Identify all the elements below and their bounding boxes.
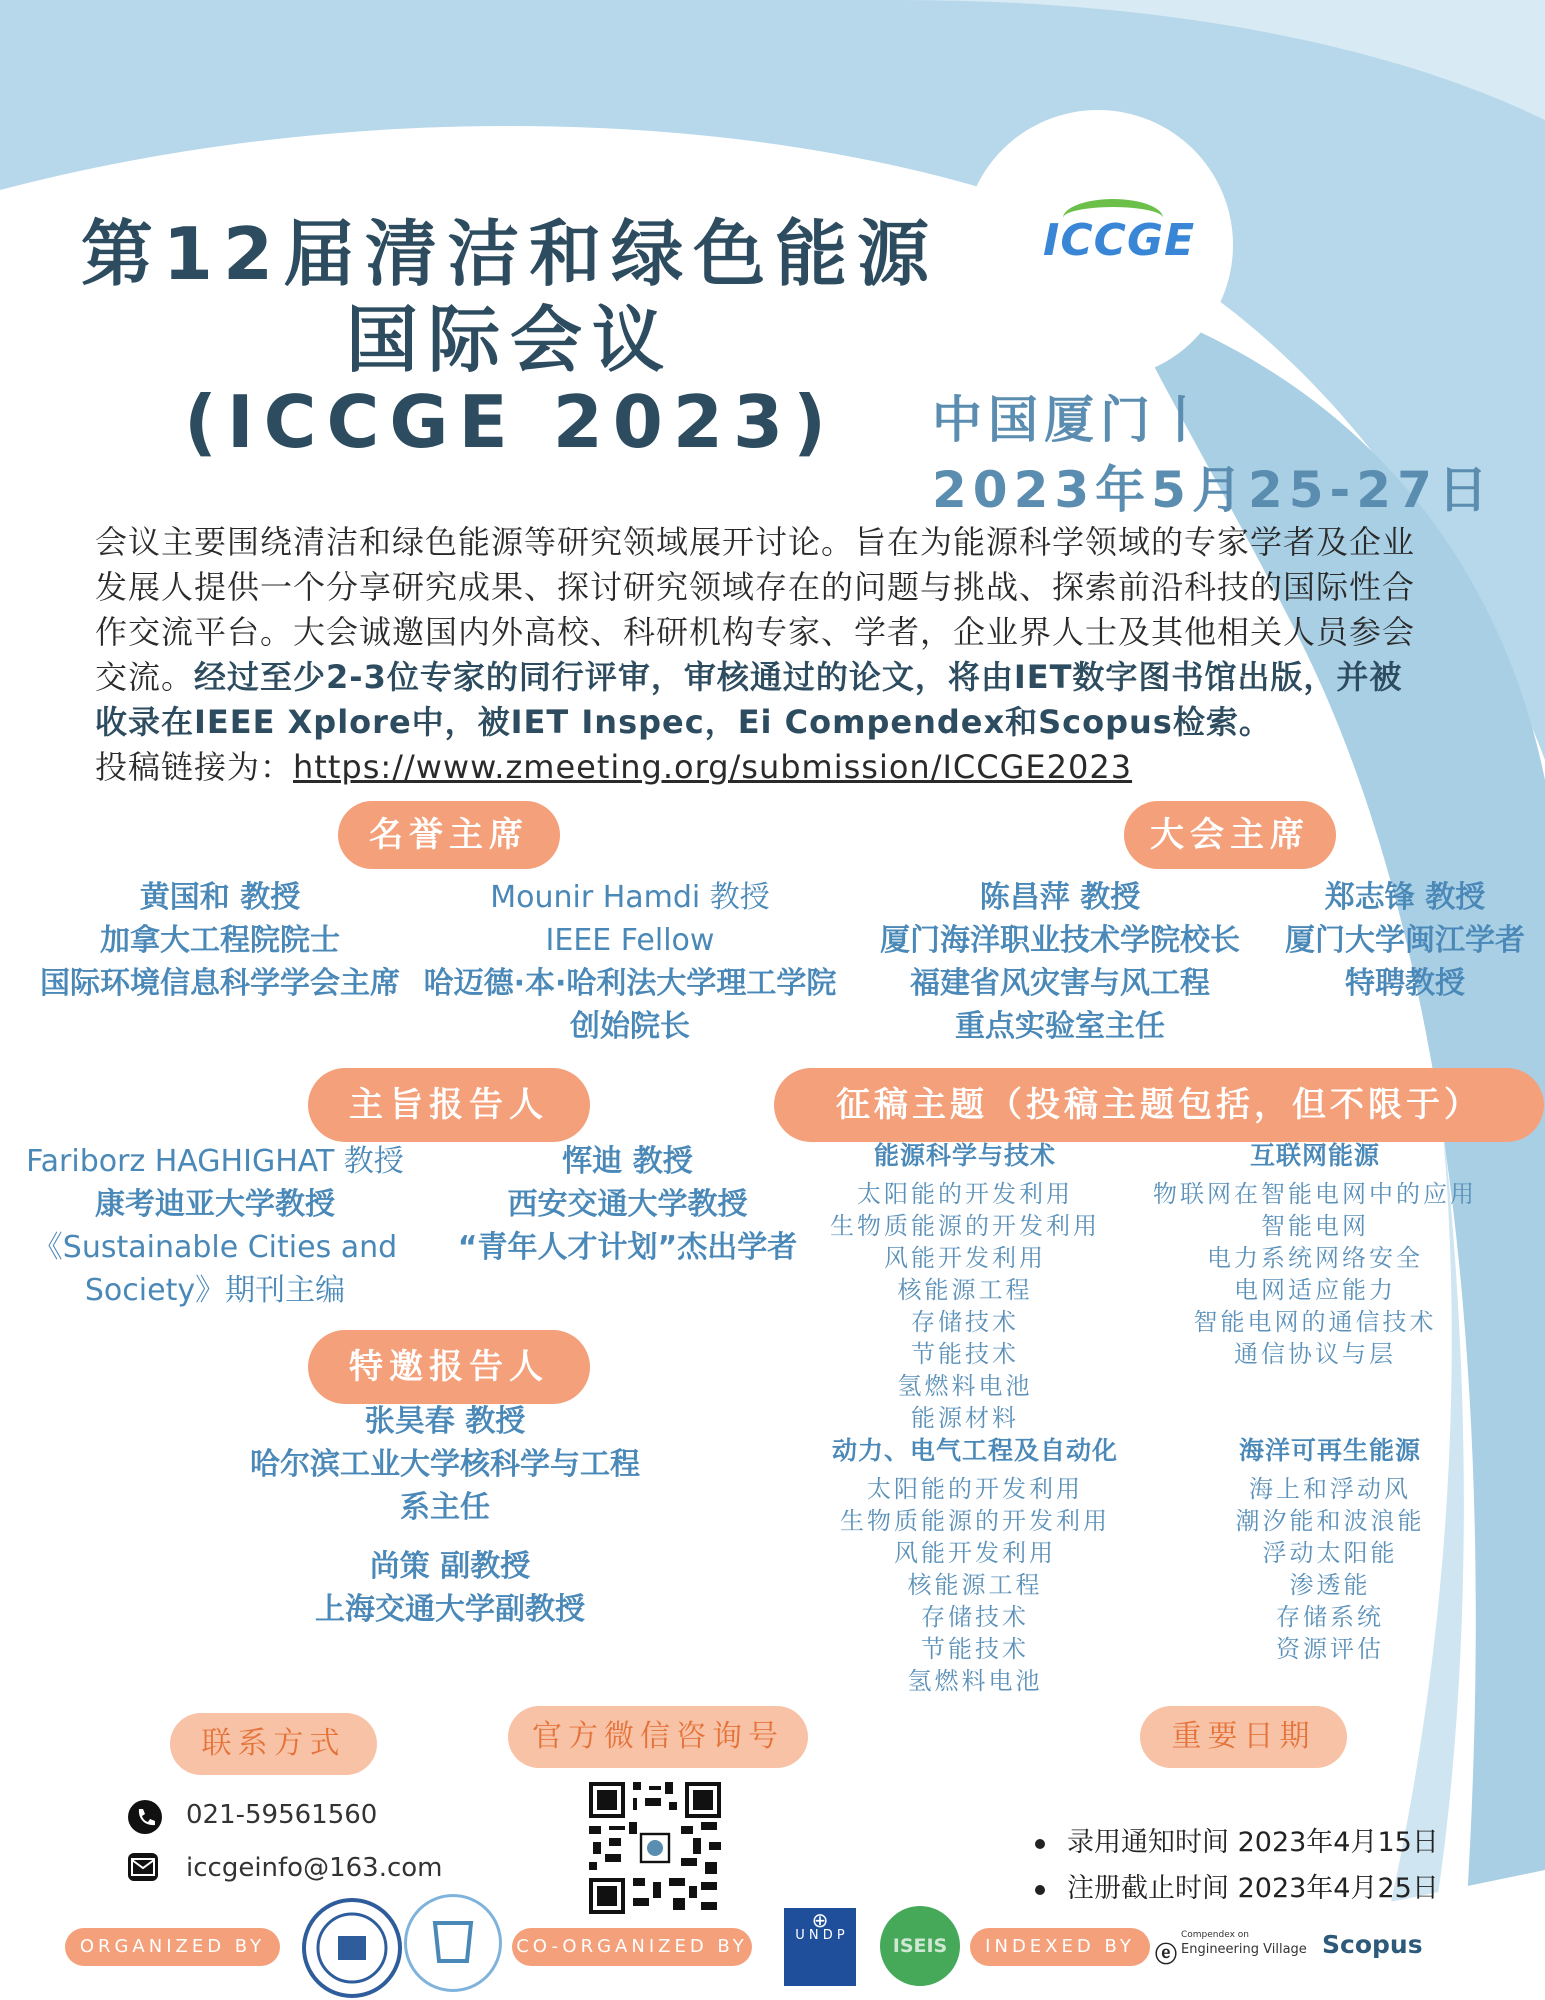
honorary-chairs-pill: 名誉主席 — [338, 801, 560, 869]
important-dates-list — [1035, 1820, 1439, 1912]
honorary-2-line3: 哈迈德·本·哈利法大学理工学院 — [423, 966, 837, 1001]
invited-speaker-1 — [200, 1400, 690, 1529]
title-line-2: 国际会议 — [345, 298, 674, 382]
topic-1-item: 核能源工程 — [897, 1276, 1033, 1304]
topic-2-item: 物联网在智能电网中的应用 — [1153, 1180, 1477, 1208]
keynote-1-name: Fariborz HAGHIGHAT 教授 — [26, 1144, 404, 1179]
dates-pill: 重要日期 — [1140, 1706, 1347, 1768]
topic-2-item: 通信协议与层 — [1234, 1340, 1396, 1368]
topic-1-item: 生物质能源的开发利用 — [830, 1212, 1100, 1240]
topic-power-electrical — [820, 1435, 1130, 1697]
topic-1-item: 风能开发利用 — [884, 1244, 1046, 1272]
keynote-2-line3: “青年人才计划”杰出学者 — [457, 1230, 798, 1265]
general-1-line4: 重点实验室主任 — [955, 1009, 1165, 1044]
topic-2-item: 电力系统网络安全 — [1207, 1244, 1423, 1272]
topic-2-item: 电网适应能力 — [1234, 1276, 1396, 1304]
topic-4-item: 海上和浮动风 — [1249, 1475, 1411, 1503]
contact-pill: 联系方式 — [170, 1713, 377, 1775]
topic-4-item: 潮汐能和波浪能 — [1235, 1507, 1425, 1535]
honorary-chair-1 — [20, 876, 420, 1005]
honorary-chair-2 — [410, 876, 850, 1048]
keynote-1-line2: 康考迪亚大学教授 — [95, 1187, 335, 1222]
invited-1-line3: 系主任 — [400, 1490, 490, 1525]
compendex-logo: ⓔ Compendex on Engineering Village — [1155, 1930, 1307, 1968]
intro-text: 会议主要围绕清洁和绿色能源等研究领域展开讨论。旨在为能源科学领域的专家学者及企业发展人提供一个分享研究成果、探讨研究领域存在的问题与挑战、探索前沿科技的国际性合作交流平台。大会诚邀国内外高校、科研机构专家、学者，企业界人士及其他相关人员参会交流。 — [95, 523, 1416, 696]
keynote-2-line2: 西安交通大学教授 — [507, 1187, 748, 1222]
topic-1-item: 能源材料 — [911, 1404, 1019, 1432]
co-organized-by-pill: CO-ORGANIZED BY — [512, 1928, 752, 1966]
topic-2-item: 智能电网 — [1261, 1212, 1369, 1240]
invited-2-line2: 上海交通大学副教授 — [315, 1592, 585, 1627]
topic-3-item: 风能开发利用 — [894, 1539, 1056, 1567]
email-icon — [128, 1853, 158, 1881]
honorary-2-name: Mounir Hamdi 教授 — [490, 880, 770, 915]
keynote-1-line3: 《Sustainable Cities and — [32, 1230, 398, 1265]
title-line-3: (ICCGE 2023) — [183, 380, 837, 464]
venue-date: 2023年5月25-27日 — [932, 461, 1494, 519]
topic-ocean-renewable — [1190, 1435, 1470, 1665]
invited-1-name: 张昊春 教授 — [364, 1404, 526, 1439]
wechat-qr-code[interactable] — [585, 1778, 725, 1918]
honorary-1-name: 黄国和 教授 — [139, 880, 301, 915]
link-label: 投稿链接为： — [95, 748, 294, 786]
keynote-1-line4: Society》期刊主编 — [84, 1273, 346, 1308]
topic-3-item: 生物质能源的开发利用 — [840, 1507, 1110, 1535]
keynote-pill: 主旨报告人 — [308, 1068, 590, 1142]
iseis-logo: ISEIS — [880, 1906, 960, 1986]
topic-3-heading: 动力、电气工程及自动化 — [831, 1436, 1118, 1465]
general-2-line2: 厦门大学闽江学者 — [1285, 923, 1525, 958]
iccge-logo: ICCGE — [1043, 215, 1195, 266]
topic-4-heading: 海洋可再生能源 — [1238, 1436, 1421, 1465]
submission-link[interactable]: https://www.zmeeting.org/submission/ICCGE2023 — [293, 748, 1133, 786]
title-line-1: 第12届清洁和绿色能源 — [80, 212, 940, 296]
honorary-1-line3: 国际环境信息科学学会主席 — [40, 966, 400, 1001]
phone-icon — [128, 1800, 162, 1834]
invited-speaker-2 — [250, 1545, 650, 1631]
general-chairs-pill: 大会主席 — [1124, 801, 1336, 869]
topic-1-heading: 能源科学与技术 — [873, 1141, 1056, 1170]
general-1-line3: 福建省风灾害与风工程 — [910, 966, 1210, 1001]
topic-3-item: 氢燃料电池 — [907, 1667, 1043, 1695]
intro-bold-text: 经过至少2-3位专家的同行评审，审核通过的论文，将由IET数字图书馆出版，并被收录在IEEE Xplore中，被IET Inspec，Ei Compendex和Scopus检索。 — [95, 658, 1403, 741]
topic-2-item: 智能电网的通信技术 — [1193, 1308, 1437, 1336]
general-chair-2 — [1270, 876, 1540, 1005]
compendex-icon: ⓔ — [1155, 1943, 1178, 1968]
phone-number[interactable]: 021-59561560 — [186, 1800, 378, 1830]
undp-logo: ⊕ U N D P — [784, 1908, 856, 1986]
email-address[interactable]: iccgeinfo@163.com — [186, 1853, 443, 1883]
keynote-2-name: 恽迪 教授 — [562, 1144, 693, 1179]
topic-2-heading: 互联网能源 — [1249, 1141, 1380, 1170]
topic-1-item: 太阳能的开发利用 — [857, 1180, 1073, 1208]
organized-by-pill: ORGANIZED BY — [65, 1928, 280, 1966]
intro-paragraph — [95, 520, 1415, 790]
topic-1-item: 氢燃料电池 — [897, 1372, 1033, 1400]
scopus-logo: Scopus — [1322, 1930, 1423, 1959]
topic-3-item: 核能源工程 — [907, 1571, 1043, 1599]
topic-4-item: 存储系统 — [1276, 1603, 1384, 1631]
venue-location: 中国厦门丨 — [932, 391, 1212, 449]
keynote-speaker-1 — [5, 1140, 425, 1312]
general-2-name: 郑志锋 教授 — [1324, 880, 1486, 915]
university-seal-1 — [302, 1898, 402, 1998]
topic-energy-science — [820, 1140, 1110, 1434]
topic-3-item: 太阳能的开发利用 — [867, 1475, 1083, 1503]
honorary-2-line2: IEEE Fellow — [545, 923, 715, 958]
invited-1-line2: 哈尔滨工业大学核科学与工程 — [250, 1447, 640, 1482]
indexed-by-pill: INDEXED BY — [970, 1928, 1150, 1966]
topic-1-item: 节能技术 — [911, 1340, 1019, 1368]
general-2-line3: 特聘教授 — [1345, 966, 1465, 1001]
date-item: 录用通知时间 2023年4月15日 — [1035, 1820, 1439, 1866]
honorary-1-line2: 加拿大工程院院士 — [100, 923, 340, 958]
institute-seal-2 — [404, 1894, 502, 1992]
topic-4-item: 渗透能 — [1289, 1571, 1371, 1599]
topic-1-item: 存储技术 — [911, 1308, 1019, 1336]
topic-3-item: 节能技术 — [921, 1635, 1029, 1663]
honorary-2-line4: 创始院长 — [570, 1009, 690, 1044]
invited-pill: 特邀报告人 — [308, 1330, 590, 1404]
general-1-line2: 厦门海洋职业技术学院校长 — [880, 923, 1240, 958]
topic-4-item: 资源评估 — [1276, 1635, 1384, 1663]
general-chair-1 — [855, 876, 1265, 1048]
invited-2-name: 尚策 副教授 — [369, 1549, 531, 1584]
general-1-name: 陈昌萍 教授 — [979, 880, 1141, 915]
keynote-speaker-2 — [450, 1140, 805, 1269]
topic-3-item: 存储技术 — [921, 1603, 1029, 1631]
topics-pill: 征稿主题（投稿主题包括，但不限于） — [774, 1068, 1544, 1142]
date-item: 注册截止时间 2023年4月25日 — [1035, 1866, 1439, 1912]
topic-internet-energy — [1135, 1140, 1495, 1370]
wechat-pill: 官方微信咨询号 — [508, 1706, 808, 1768]
topic-4-item: 浮动太阳能 — [1262, 1539, 1398, 1567]
